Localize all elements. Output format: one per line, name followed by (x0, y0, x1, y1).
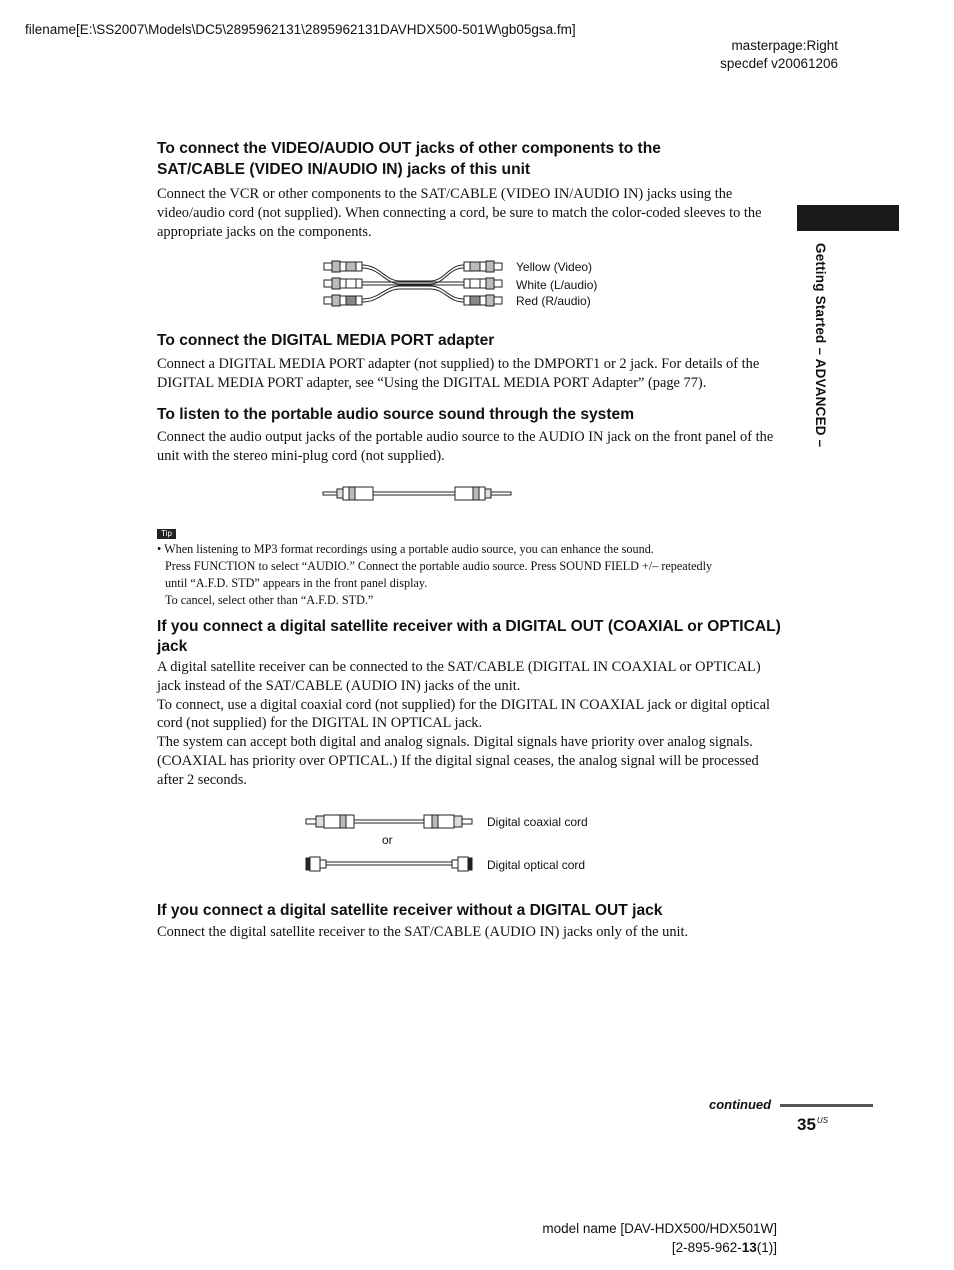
label-yellow-video: Yellow (Video) (516, 260, 593, 274)
body-dmport: Connect a DIGITAL MEDIA PORT adapter (not supplied) to the DMPORT1 or 2 jack. For details of the DIGITAL MEDIA PORT adapter, see “Using the DIGITAL MEDIA PORT Adapter” (page 77). (157, 356, 760, 391)
tip-line: until “A.F.D. STD” appears in the front panel display. (165, 576, 428, 590)
page-number (797, 1115, 828, 1135)
label-or: or (382, 833, 393, 847)
tip-line: To cancel, select other than “A.F.D. STD.” (165, 593, 374, 607)
optical-cord (306, 857, 472, 871)
side-tab (806, 243, 828, 483)
tip-badge: Tip (157, 529, 176, 539)
tip-line: • When listening to MP3 format recordings using a portable audio source, you can enhance the sound. (157, 542, 654, 556)
body-no-digital-out: Connect the digital satellite receiver to the SAT/CABLE (AUDIO IN) jacks only of the unit. (157, 924, 689, 940)
part-suffix: (1)] (756, 1240, 777, 1255)
right-plug-red (464, 295, 502, 306)
side-tab-marker (797, 205, 899, 231)
part-number (520, 1238, 777, 1257)
page-number-value: 35 (797, 1115, 816, 1134)
heading-line: To connect the VIDEO/AUDIO OUT jacks of other components to the (157, 140, 661, 157)
left-plug-white (324, 278, 362, 289)
side-tab-label: Getting Started – ADVANCED – (813, 243, 828, 448)
page-number-suffix: US (816, 1116, 829, 1125)
continued-label: continued (709, 1097, 772, 1112)
model-name: model name [DAV-HDX500/HDX501W] (542, 1221, 777, 1236)
part-prefix: [2-895-962- (671, 1240, 742, 1255)
paragraph: The system can accept both digital and analog signals. Digital signals have priority over analog signals. (COAXIAL has priority over OPTICAL.) If the digital signal ceases, the analog signal will be processed after 2 seconds. (157, 734, 759, 788)
specdef-text: specdef v20061206 (720, 56, 838, 71)
left-plug-yellow (324, 261, 362, 272)
label-red-audio: Red (R/audio) (516, 294, 591, 308)
left-plug-red (324, 295, 362, 306)
footer-model (520, 1219, 777, 1257)
header-filename: filename[E:\SS2007\Models\DC5\2895962131\2895962131DAVHDX500-501W\gb05gsa.fm] (25, 22, 576, 37)
label-digital-coaxial: Digital coaxial cord (487, 815, 588, 829)
mini-plug-cord-illustration (320, 484, 520, 504)
av-cord-illustration (320, 258, 520, 312)
body-digital-out (157, 658, 782, 790)
right-plug-yellow (464, 261, 502, 272)
paragraph: A digital satellite receiver can be connected to the SAT/CABLE (DIGITAL IN COAXIAL or OPTICAL) jack instead of the SAT/CABLE (AUDIO IN) jacks of the unit. (157, 659, 761, 694)
label-white-audio: White (L/audio) (516, 278, 598, 292)
heading-digital-out: If you connect a digital satellite receiver with a DIGITAL OUT (COAXIAL or OPTICAL) jack (157, 618, 781, 655)
tip-text (157, 541, 787, 609)
heading-portable: To listen to the portable audio source sound through the system (157, 406, 635, 423)
coaxial-cord (306, 815, 472, 828)
paragraph: To connect, use a digital coaxial cord (not supplied) for the DIGITAL IN COAXIAL jack or digital optical cord (not supplied) for the DIGITAL IN OPTICAL jack. (157, 696, 770, 732)
heading-line: SAT/CABLE (VIDEO IN/AUDIO IN) jacks of this unit (157, 161, 531, 178)
part-bold: 13 (741, 1240, 757, 1255)
right-plug-white (464, 278, 502, 289)
masterpage-text: masterpage:Right (731, 38, 838, 53)
header-masterpage (690, 37, 838, 73)
continued-bar (780, 1104, 873, 1107)
heading-no-digital-out: If you connect a digital satellite receiver without a DIGITAL OUT jack (157, 902, 663, 919)
body-video-audio: Connect the VCR or other components to the SAT/CABLE (VIDEO IN/AUDIO IN) jacks using the video/audio cord (not supplied). When connecting a cord, be sure to match the color-coded sleeves to the appropriate jacks on the components. (157, 186, 762, 240)
label-digital-optical: Digital optical cord (487, 858, 586, 872)
body-portable: Connect the audio output jacks of the portable audio source to the AUDIO IN jack on the front panel of the unit with the stereo mini-plug cord (not supplied). (157, 429, 774, 464)
heading-video-audio (157, 138, 797, 180)
tip-line: Press FUNCTION to select “AUDIO.” Connect the portable audio source. Press SOUND FIELD +/– repeatedly (165, 559, 713, 573)
heading-dmport: To connect the DIGITAL MEDIA PORT adapter (157, 332, 495, 349)
